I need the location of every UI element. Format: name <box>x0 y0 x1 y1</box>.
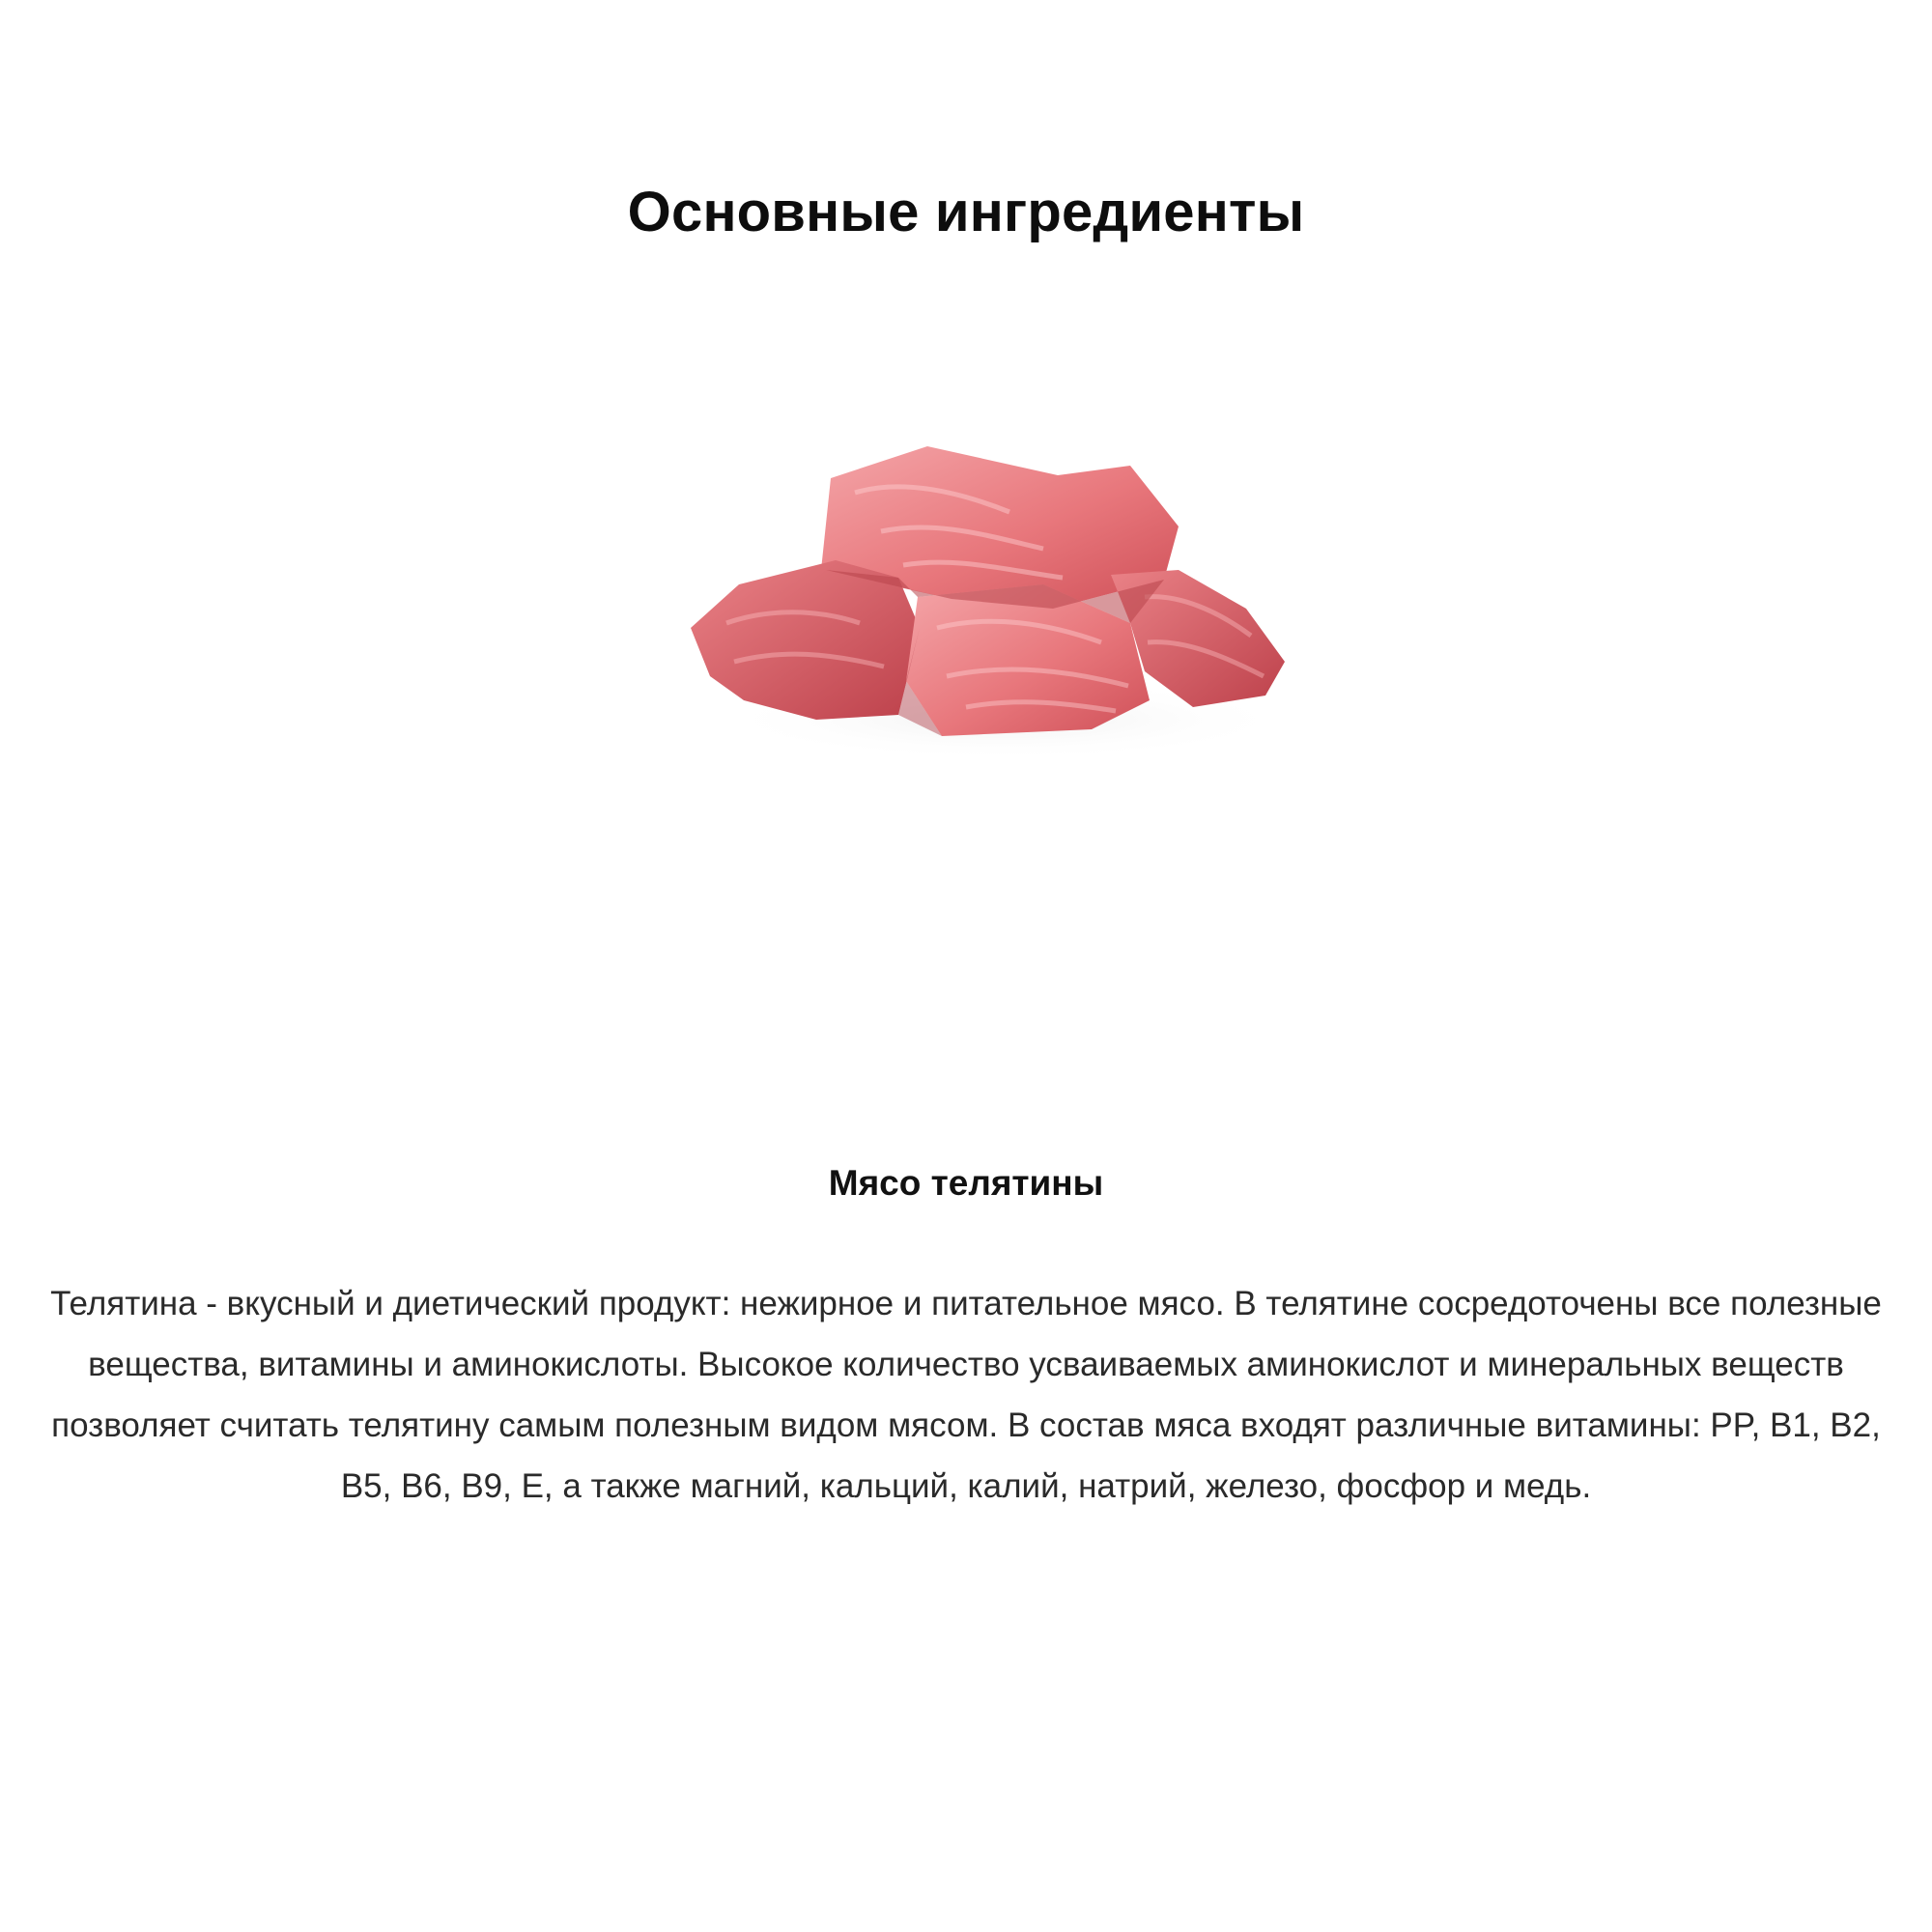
ingredient-description: Телятина - вкусный и диетический продукт: нежирное и питательное мясо. В телятине сосредоточены все полезные вещества, витамины и аминокислоты. Высокое количество усваиваемых аминокислот и минеральных веществ позволяет считать телятину самым полезным видом мясом. В состав мяса входят различные витамины: PP, B1, B2, B5, B6, B9, E, а также магний, кальций, калий, натрий, железо, фосфор и медь. <box>50 1285 1882 1505</box>
veal-meat-illustration <box>676 425 1314 773</box>
ingredient-name: Мясо телятины <box>828 1163 1104 1203</box>
raw-veal-cubes-icon <box>676 425 1314 773</box>
left-meat-cube <box>691 560 920 720</box>
page-title: Основные ингредиенты <box>627 181 1305 243</box>
